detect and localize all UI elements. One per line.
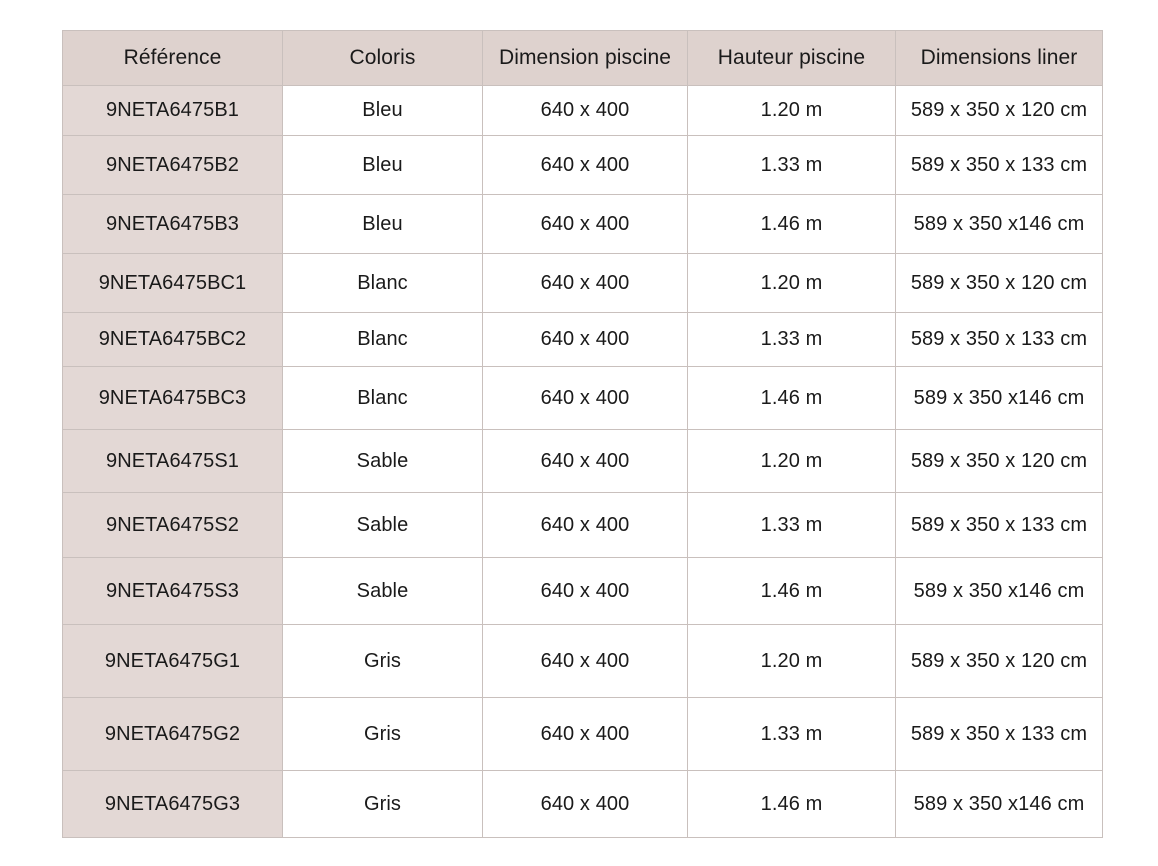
column-header-dimension-piscine: Dimension piscine (483, 31, 688, 86)
spec-table-container (62, 30, 1102, 838)
table-body (63, 86, 1103, 838)
table-header (63, 31, 1103, 86)
cell-coloris: Sable (283, 430, 483, 493)
cell-dimension: 640 x 400 (483, 254, 688, 313)
cell-reference: 9NETA6475G1 (63, 625, 283, 698)
table-row (63, 136, 1103, 195)
cell-dimension: 640 x 400 (483, 625, 688, 698)
cell-liner: 589 x 350 x146 cm (896, 771, 1103, 838)
table-row (63, 254, 1103, 313)
cell-hauteur: 1.33 m (688, 698, 896, 771)
column-header-dimensions-liner: Dimensions liner (896, 31, 1103, 86)
cell-hauteur: 1.20 m (688, 625, 896, 698)
cell-liner: 589 x 350 x 120 cm (896, 86, 1103, 136)
cell-reference: 9NETA6475S1 (63, 430, 283, 493)
cell-coloris: Blanc (283, 313, 483, 367)
table-row (63, 771, 1103, 838)
table-row (63, 195, 1103, 254)
cell-liner: 589 x 350 x 133 cm (896, 313, 1103, 367)
cell-hauteur: 1.46 m (688, 195, 896, 254)
column-header-reference: Référence (63, 31, 283, 86)
cell-reference: 9NETA6475B3 (63, 195, 283, 254)
cell-hauteur: 1.20 m (688, 254, 896, 313)
cell-reference: 9NETA6475G3 (63, 771, 283, 838)
cell-liner: 589 x 350 x 133 cm (896, 698, 1103, 771)
cell-liner: 589 x 350 x 120 cm (896, 625, 1103, 698)
table-row (63, 698, 1103, 771)
table-row (63, 313, 1103, 367)
cell-hauteur: 1.46 m (688, 558, 896, 625)
cell-hauteur: 1.33 m (688, 493, 896, 558)
cell-coloris: Gris (283, 771, 483, 838)
cell-liner: 589 x 350 x146 cm (896, 367, 1103, 430)
column-header-coloris: Coloris (283, 31, 483, 86)
cell-liner: 589 x 350 x 133 cm (896, 493, 1103, 558)
cell-dimension: 640 x 400 (483, 698, 688, 771)
cell-coloris: Blanc (283, 367, 483, 430)
cell-reference: 9NETA6475B1 (63, 86, 283, 136)
pool-liner-spec-table (62, 30, 1103, 838)
cell-reference: 9NETA6475B2 (63, 136, 283, 195)
column-header-hauteur-piscine: Hauteur piscine (688, 31, 896, 86)
cell-coloris: Bleu (283, 136, 483, 195)
cell-reference: 9NETA6475S3 (63, 558, 283, 625)
cell-coloris: Sable (283, 558, 483, 625)
table-row (63, 430, 1103, 493)
cell-hauteur: 1.33 m (688, 136, 896, 195)
cell-dimension: 640 x 400 (483, 313, 688, 367)
cell-liner: 589 x 350 x 120 cm (896, 430, 1103, 493)
cell-coloris: Gris (283, 625, 483, 698)
cell-reference: 9NETA6475G2 (63, 698, 283, 771)
cell-dimension: 640 x 400 (483, 195, 688, 254)
table-row (63, 493, 1103, 558)
cell-hauteur: 1.20 m (688, 430, 896, 493)
table-row (63, 86, 1103, 136)
cell-dimension: 640 x 400 (483, 136, 688, 195)
cell-coloris: Sable (283, 493, 483, 558)
table-row (63, 367, 1103, 430)
cell-dimension: 640 x 400 (483, 558, 688, 625)
cell-coloris: Gris (283, 698, 483, 771)
table-row (63, 625, 1103, 698)
cell-dimension: 640 x 400 (483, 493, 688, 558)
cell-liner: 589 x 350 x146 cm (896, 195, 1103, 254)
table-header-row (63, 31, 1103, 86)
cell-reference: 9NETA6475BC1 (63, 254, 283, 313)
cell-dimension: 640 x 400 (483, 86, 688, 136)
cell-hauteur: 1.46 m (688, 771, 896, 838)
cell-liner: 589 x 350 x 120 cm (896, 254, 1103, 313)
table-row (63, 558, 1103, 625)
cell-dimension: 640 x 400 (483, 771, 688, 838)
cell-liner: 589 x 350 x146 cm (896, 558, 1103, 625)
cell-hauteur: 1.33 m (688, 313, 896, 367)
cell-hauteur: 1.46 m (688, 367, 896, 430)
cell-reference: 9NETA6475BC2 (63, 313, 283, 367)
cell-coloris: Bleu (283, 86, 483, 136)
cell-coloris: Blanc (283, 254, 483, 313)
cell-reference: 9NETA6475BC3 (63, 367, 283, 430)
cell-dimension: 640 x 400 (483, 367, 688, 430)
cell-reference: 9NETA6475S2 (63, 493, 283, 558)
cell-coloris: Bleu (283, 195, 483, 254)
cell-dimension: 640 x 400 (483, 430, 688, 493)
cell-hauteur: 1.20 m (688, 86, 896, 136)
cell-liner: 589 x 350 x 133 cm (896, 136, 1103, 195)
